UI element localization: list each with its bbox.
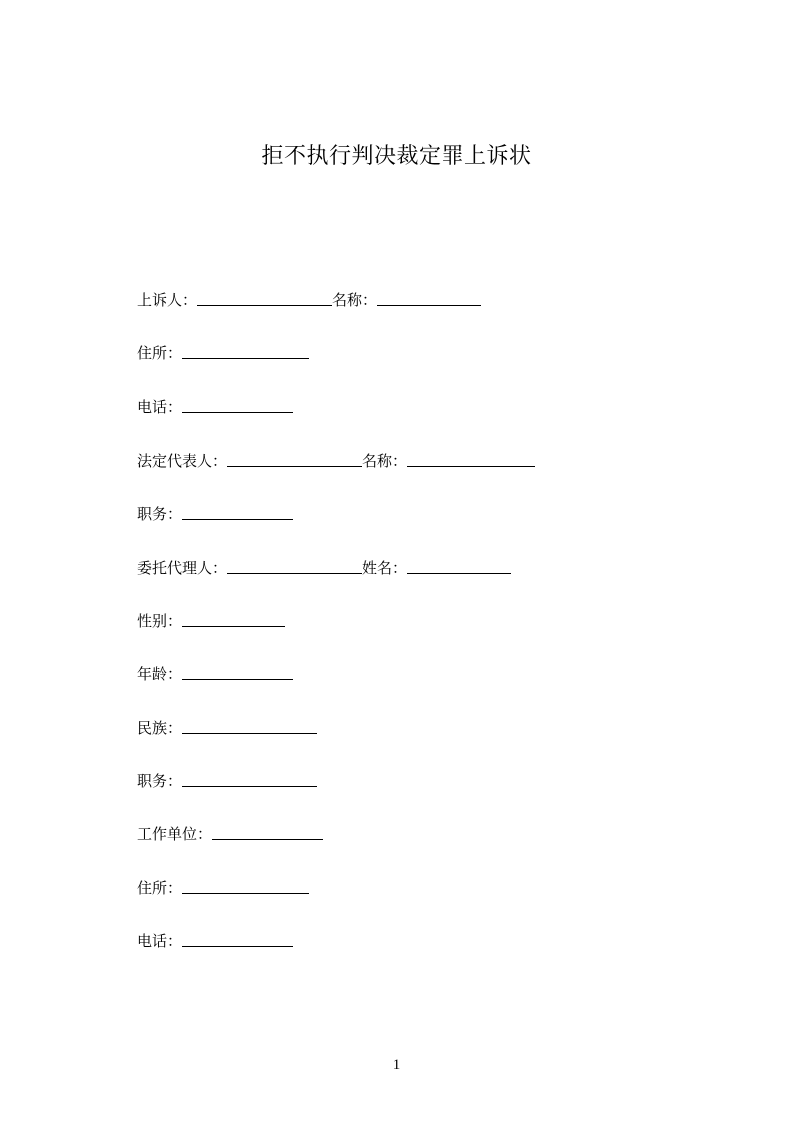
page-number: 1: [392, 1057, 401, 1073]
phone-2-blank[interactable]: [182, 930, 293, 947]
agent-name-blank[interactable]: [407, 557, 511, 574]
agent-blank[interactable]: [227, 557, 362, 574]
legal-representative-name-label: 名称：: [362, 452, 408, 470]
field-agent: [137, 557, 511, 579]
phone-blank[interactable]: [182, 396, 293, 413]
phone-2-label: 电话：: [137, 932, 183, 950]
field-phone: [137, 396, 293, 418]
gender-blank[interactable]: [182, 610, 285, 627]
ethnicity-blank[interactable]: [182, 717, 317, 734]
appellant-name-blank[interactable]: [377, 289, 481, 306]
ethnicity-label: 民族：: [137, 719, 183, 737]
page-title: 拒不执行判决裁定罪上诉状: [261, 144, 532, 169]
workplace-blank[interactable]: [212, 823, 323, 840]
age-label: 年龄：: [137, 665, 183, 683]
field-gender: [137, 610, 285, 632]
field-age: [137, 663, 293, 685]
field-workplace: [137, 823, 323, 845]
field-address-2: [137, 877, 309, 899]
field-appellant: [137, 289, 481, 311]
gender-label: 性别：: [137, 612, 183, 630]
address-label: 住所：: [137, 344, 183, 362]
age-blank[interactable]: [182, 663, 293, 680]
address-2-blank[interactable]: [182, 877, 309, 894]
address-2-label: 住所：: [137, 879, 183, 897]
position-label: 职务：: [137, 505, 183, 523]
position-2-blank[interactable]: [182, 770, 317, 787]
position-blank[interactable]: [182, 503, 293, 520]
appellant-blank[interactable]: [197, 289, 332, 306]
field-phone-2: [137, 930, 293, 952]
position-2-label: 职务：: [137, 772, 183, 790]
field-position: [137, 503, 293, 525]
field-address: [137, 342, 309, 364]
legal-representative-label: 法定代表人：: [137, 452, 228, 470]
appellant-name-label: 名称：: [332, 291, 378, 309]
field-legal-representative: [137, 450, 535, 472]
workplace-label: 工作单位：: [137, 825, 213, 843]
agent-label: 委托代理人：: [137, 559, 228, 577]
field-ethnicity: [137, 717, 317, 739]
legal-representative-name-blank[interactable]: [407, 450, 535, 467]
address-blank[interactable]: [182, 342, 309, 359]
field-position-2: [137, 770, 317, 792]
legal-representative-blank[interactable]: [227, 450, 362, 467]
agent-name-label: 姓名：: [362, 559, 408, 577]
appellant-label: 上诉人：: [137, 291, 198, 309]
phone-label: 电话：: [137, 398, 183, 416]
